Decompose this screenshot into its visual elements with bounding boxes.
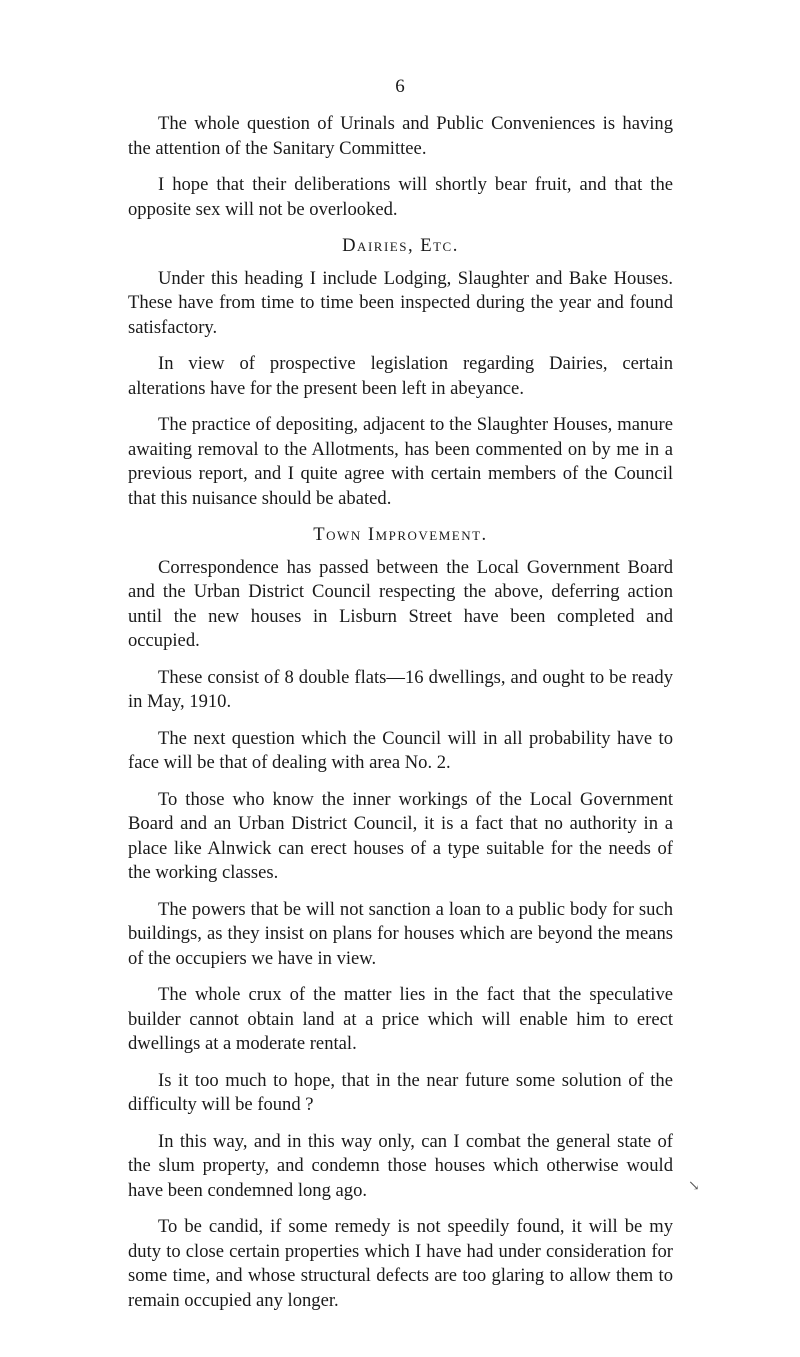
paragraph-dairies-3: The practice of depositing, adjacent to the Slaughter Houses, manure awaiting removal to the Allotments, has been commented on by me in a previous report, and I quite agree with certain members of the Council that this nuisance should be abated.: [128, 414, 673, 509]
page-number: 6: [395, 76, 405, 97]
paragraph-town-5: The powers that be will not sanction a loan to a public body for such buildings, as they insist on plans for houses which are beyond the means of the occupiers we have in view.: [128, 898, 673, 969]
paragraph-town-1: Correspondence has passed between the Local Government Board and the Urban District Council respecting the above, deferring action until the new houses in Lisburn Street have been completed and occupied.: [128, 556, 673, 651]
paragraph-dairies-1: Under this heading I include Lodging, Slaughter and Bake Houses. These have from time to time been inspected during the year and found satisfactory.: [128, 267, 673, 338]
paragraph-town-2: These consist of 8 double flats—16 dwellings, and ought to be ready in May, 1910.: [128, 666, 673, 712]
margin-tick-mark: ↘: [688, 1179, 700, 1194]
paragraph-town-8: In this way, and in this way only, can I combat the general state of the slum property, and condemn those houses which otherwise would have been condemned long ago.: [128, 1130, 673, 1201]
section-heading-town-improvement: Town Improvement.: [313, 524, 488, 545]
paragraph-urinals: The whole question of Urinals and Public Conveniences is having the attention of the Sanitary Committee.: [128, 113, 673, 159]
paragraph-town-3: The next question which the Council will in all probability have to face will be that of dealing with area No. 2.: [128, 727, 673, 773]
paragraph-town-7: Is it too much to hope, that in the near future some solution of the difficulty will be found ?: [128, 1069, 673, 1115]
section-heading-dairies: Dairies, Etc.: [342, 235, 459, 256]
paragraph-town-6: The whole crux of the matter lies in the fact that the speculative builder cannot obtain land at a price which will enable him to erect dwellings at a moderate rental.: [128, 984, 673, 1054]
paragraph-town-4: To those who know the inner workings of the Local Government Board and an Urban District Council, it is a fact that no authority in a place like Alnwick can erect houses of a type suitable for the needs of the working classes.: [128, 788, 673, 883]
paragraph-town-9: To be candid, if some remedy is not speedily found, it will be my duty to close certain properties which I have had under consideration for some time, and whose structural defects are too glaring to allow them to remain occupied any longer.: [128, 1216, 673, 1311]
page-body: [128, 112, 673, 1325]
paragraph-deliberations: I hope that their deliberations will shortly bear fruit, and that the opposite sex will not be overlooked.: [128, 174, 673, 220]
paragraph-dairies-2: In view of prospective legislation regarding Dairies, certain alterations have for the present been left in abeyance.: [128, 353, 673, 399]
